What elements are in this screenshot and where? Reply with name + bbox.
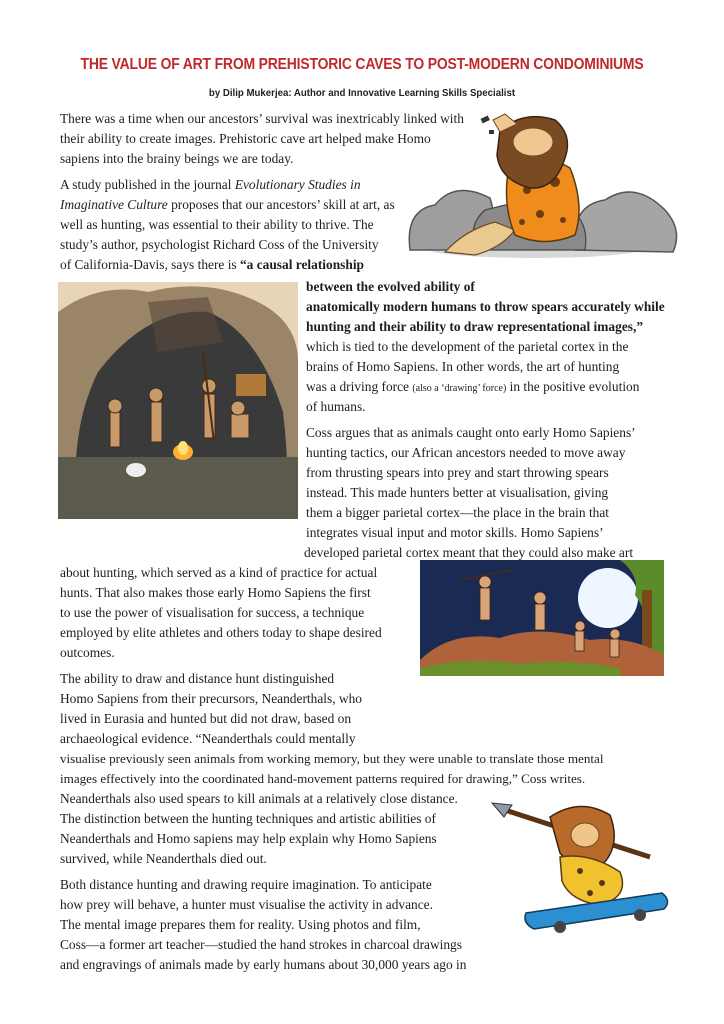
- text-line: their ability to create images. Prehistoric cave art helped make Homo: [60, 131, 431, 146]
- quote-text: “a causal relationship: [239, 257, 364, 272]
- article-byline: by Dilip Mukerjea: Author and Innovative Learning Skills Specialist: [208, 87, 516, 99]
- evolution-scene-illustration: [420, 560, 664, 676]
- text-run: was a driving force: [306, 379, 413, 394]
- text-line: which is tied to the development of the parietal cortex in the: [306, 339, 629, 354]
- text-line: [306, 277, 475, 297]
- text-line: brains of Homo Sapiens. In other words, the art of hunting: [306, 359, 620, 374]
- text-line: Neanderthals also used spears to kill animals at a relatively close distance.: [60, 791, 458, 806]
- journal-name: Imaginative Culture: [60, 197, 168, 212]
- text-line: employed by elite athletes and others today to shape desired: [60, 625, 382, 640]
- text-line: survived, while Neanderthals died out.: [60, 851, 267, 866]
- text-run: proposes that our ancestors’ skill at art, as: [167, 197, 395, 212]
- text-line: There was a time when our ancestors’ survival was inextricably linked with: [60, 111, 464, 126]
- text-line: well as hunting, was essential to their ability to thrive. The: [60, 217, 374, 232]
- text-line: [306, 317, 643, 337]
- text-line: Neanderthals and Homo sapiens may help explain why Homo Sapiens: [60, 831, 437, 846]
- aside-note: (also a ‘drawing’ force): [412, 383, 507, 394]
- text-line: Coss argues that as animals caught onto early Homo Sapiens’: [306, 425, 636, 440]
- text-line: hunts. That also makes those early Homo Sapiens the first: [60, 585, 371, 600]
- text-line: about hunting, which served as a kind of practice for actual: [60, 565, 378, 580]
- article-title: THE VALUE OF ART FROM PREHISTORIC CAVES TO POST-MODERN CONDOMINIUMS: [80, 56, 644, 73]
- text-line: archaeological evidence. “Neanderthals could mentally: [60, 731, 356, 746]
- text-line: [60, 255, 364, 275]
- quote-text: anatomically modern humans to throw spears accurately while: [306, 299, 665, 314]
- text-line: integrates visual input and motor skills. Homo Sapiens’: [306, 525, 604, 540]
- text-line: Coss—a former art teacher—studied the hand strokes in charcoal drawings: [60, 937, 462, 952]
- text-line: [60, 195, 395, 215]
- text-line: The distinction between the hunting techniques and artistic abilities of: [60, 811, 436, 826]
- text-run: in the positive evolution: [506, 379, 640, 394]
- text-line: developed parietal cortex meant that they could also make art: [304, 545, 634, 560]
- text-line: Homo Sapiens from their precursors, Neanderthals, who: [60, 691, 362, 706]
- text-line: to use the power of visualisation for success, a technique: [60, 605, 365, 620]
- text-line: from thrusting spears into prey and start throwing spears: [306, 465, 609, 480]
- text-run: A study published in the journal: [60, 177, 235, 192]
- text-line: [306, 377, 639, 399]
- text-line: hunting tactics, our African ancestors needed to move away: [306, 445, 626, 460]
- text-line: lived in Eurasia and hunted but did not draw, based on: [60, 711, 352, 726]
- cave-scene-illustration: [58, 282, 298, 519]
- text-line: instead. This made hunters better at visualisation, giving: [306, 485, 609, 500]
- text-line: [306, 297, 665, 317]
- text-line: how prey will behave, a hunter must visualise the activity in advance.: [60, 897, 433, 912]
- journal-name: Evolutionary Studies in: [234, 177, 361, 192]
- quote-text: between the evolved ability of: [306, 279, 475, 294]
- text-line: images effectively into the coordinated hand-movement patterns required for drawing,” Coss writes.: [60, 771, 586, 786]
- skateboard-caveman-illustration: [490, 797, 680, 937]
- text-line: The mental image prepares them for reality. Using photos and film,: [60, 917, 421, 932]
- text-line: Both distance hunting and drawing require imagination. To anticipate: [60, 877, 432, 892]
- text-run: of California-Davis, says there is: [60, 257, 240, 272]
- text-line: outcomes.: [60, 645, 115, 660]
- text-line: sapiens into the brainy beings we are today.: [60, 151, 294, 166]
- text-line: [60, 175, 361, 195]
- text-line: and engravings of animals made by early humans about 30,000 years ago in: [60, 957, 467, 972]
- text-line: visualise previously seen animals from working memory, but they were unable to translate those mental: [60, 751, 604, 766]
- text-line: them a bigger parietal cortex—the place in the brain that: [306, 505, 610, 520]
- text-line: The ability to draw and distance hunt distinguished: [60, 671, 335, 686]
- quote-text: hunting and their ability to draw representational images,”: [306, 319, 644, 334]
- text-line: study’s author, psychologist Richard Coss of the University: [60, 237, 379, 252]
- text-line: of humans.: [306, 399, 366, 414]
- thinking-caveman-illustration: [405, 110, 685, 260]
